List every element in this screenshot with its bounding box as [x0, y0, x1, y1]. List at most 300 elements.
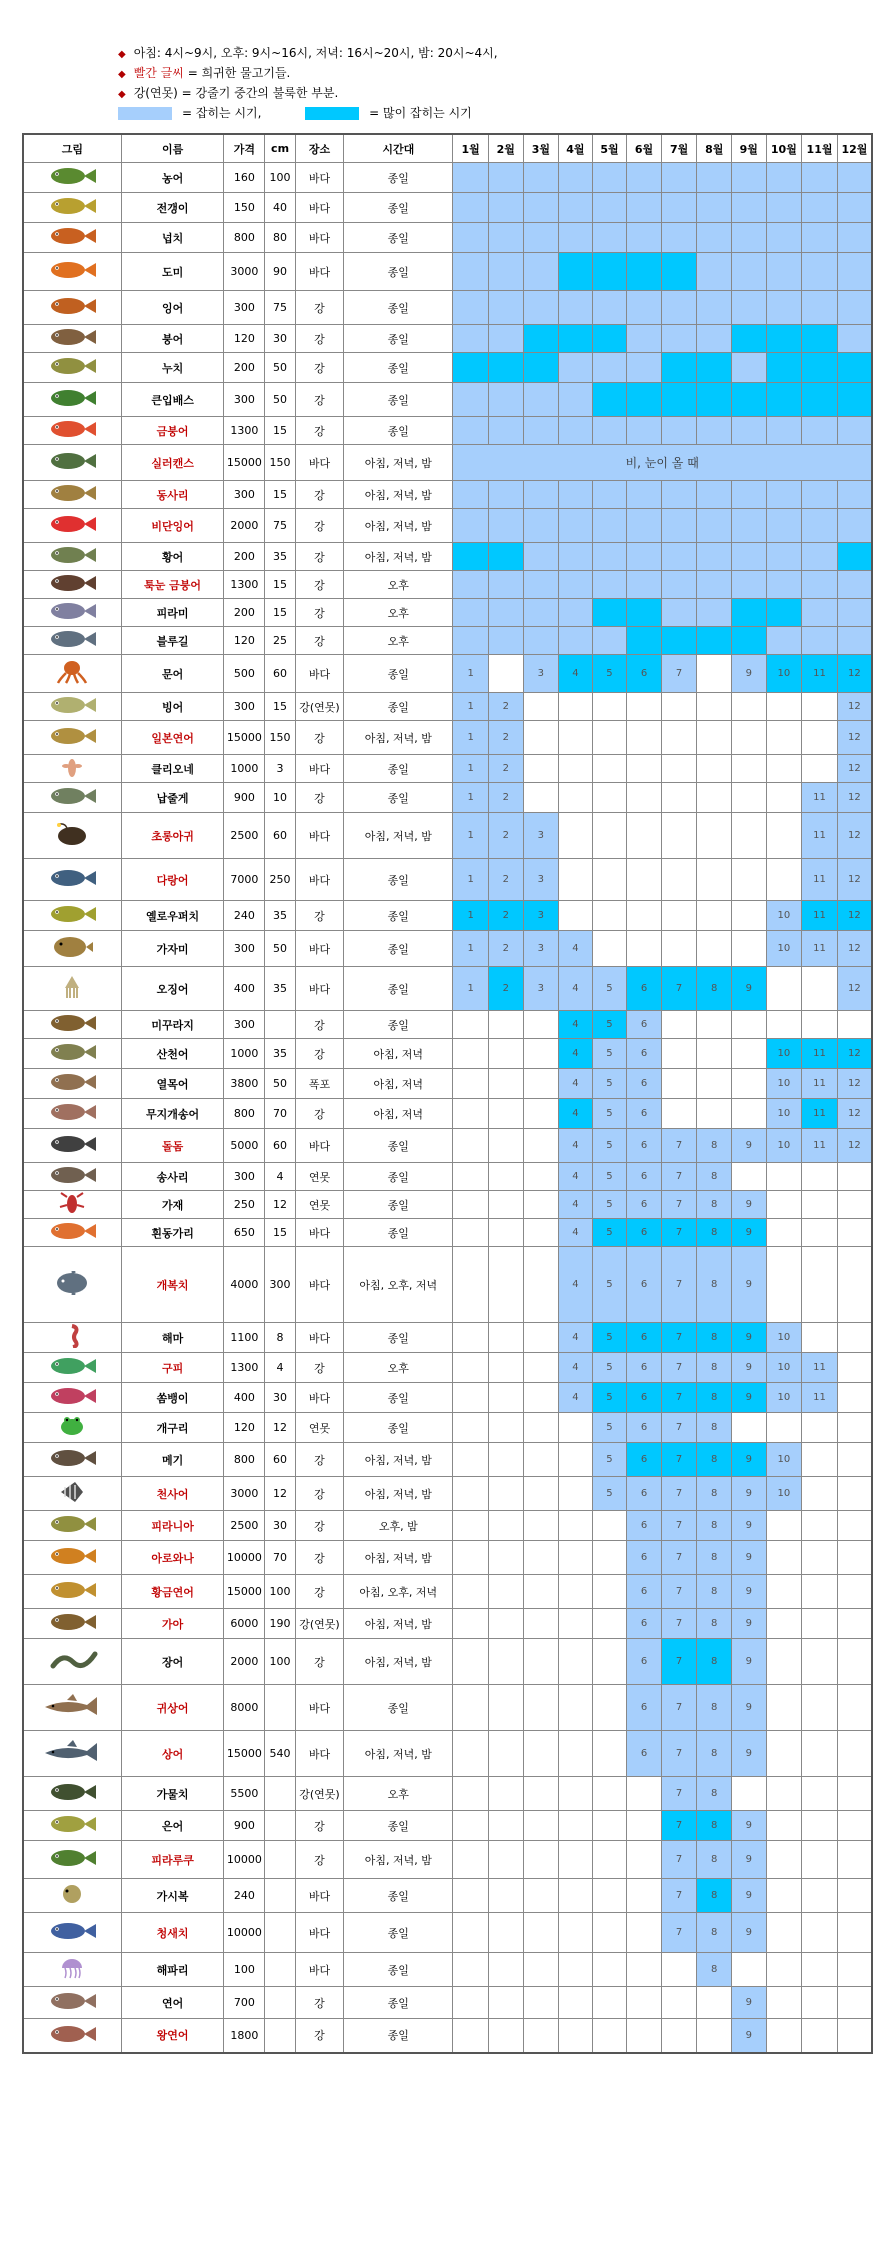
- month-cell: [592, 325, 627, 353]
- month-cell: [523, 1129, 559, 1163]
- month-cell: [592, 1841, 627, 1879]
- fish-price: 10000: [224, 1913, 265, 1953]
- fish-time: 아침, 저녁, 밤: [344, 1609, 453, 1639]
- month-cell: 10: [766, 1353, 802, 1383]
- month-cell: [453, 1353, 489, 1383]
- month-cell: [627, 417, 662, 445]
- fish-name: 미꾸라지: [121, 1011, 224, 1039]
- month-cell: [453, 571, 489, 599]
- fish-time: 종일: [344, 291, 453, 325]
- month-cell: [766, 223, 802, 253]
- header-month: 5월: [592, 134, 627, 163]
- fish-name: 흰동가리: [121, 1219, 224, 1247]
- fish-icon: [39, 693, 105, 720]
- month-cell: [837, 509, 872, 543]
- picture-cell: [23, 509, 121, 543]
- month-cell: [766, 1541, 802, 1575]
- fish-time: 종일: [344, 655, 453, 693]
- month-cell: [697, 859, 732, 901]
- month-cell: [559, 1413, 592, 1443]
- fish-size: 10: [265, 783, 295, 813]
- month-cell: [802, 693, 838, 721]
- month-cell: [837, 571, 872, 599]
- header-month: 4월: [559, 134, 592, 163]
- month-cell: [837, 1685, 872, 1731]
- fish-name: 블루길: [121, 627, 224, 655]
- month-cell: [766, 1879, 802, 1913]
- fish-size: 35: [265, 967, 295, 1011]
- month-cell: [488, 2019, 523, 2053]
- fish-time: 종일: [344, 1129, 453, 1163]
- month-cell: [837, 599, 872, 627]
- fish-name: 금붕어: [121, 417, 224, 445]
- month-cell: [453, 1191, 489, 1219]
- month-cell: [559, 1443, 592, 1477]
- picture-cell: [23, 417, 121, 445]
- month-cell: [697, 571, 732, 599]
- month-cell: [627, 901, 662, 931]
- month-cell: [661, 693, 697, 721]
- month-cell: [523, 1811, 559, 1841]
- month-cell: [732, 859, 767, 901]
- fish-place: 바다: [295, 1383, 344, 1413]
- month-cell: [697, 2019, 732, 2053]
- fish-size: 70: [265, 1099, 295, 1129]
- month-cell: [837, 291, 872, 325]
- fish-size: [265, 1913, 295, 1953]
- month-cell: 6: [627, 655, 662, 693]
- fish-time: 아침, 오후, 저녁: [344, 1247, 453, 1323]
- fish-icon: [39, 224, 105, 251]
- month-cell: [453, 1247, 489, 1323]
- month-cell: [627, 383, 662, 417]
- month-cell: [837, 1879, 872, 1913]
- month-cell: [488, 1163, 523, 1191]
- picture-cell: [23, 1685, 121, 1731]
- month-cell: [802, 481, 838, 509]
- month-cell: 8: [697, 1879, 732, 1913]
- picture-cell: [23, 931, 121, 967]
- month-cell: [661, 223, 697, 253]
- month-cell: [453, 1323, 489, 1353]
- fish-name: 농어: [121, 163, 224, 193]
- month-cell: 7: [661, 1477, 697, 1511]
- table-row: [23, 1811, 872, 1841]
- fish-name: 큰입배스: [121, 383, 224, 417]
- month-cell: [453, 1511, 489, 1541]
- month-cell: [488, 1731, 523, 1777]
- month-cell: 7: [661, 1383, 697, 1413]
- fish-size: 60: [265, 655, 295, 693]
- catch-many-label: = 많이 잡히는 시기: [369, 106, 472, 120]
- picture-cell: [23, 1443, 121, 1477]
- month-cell: 6: [627, 1383, 662, 1413]
- month-cell: [592, 2019, 627, 2053]
- fish-size: 190: [265, 1609, 295, 1639]
- month-cell: 11: [802, 813, 838, 859]
- octopus-icon: [39, 660, 105, 687]
- month-cell: 8: [697, 1731, 732, 1777]
- month-cell: [697, 901, 732, 931]
- month-cell: [661, 1953, 697, 1987]
- month-cell: 9: [732, 655, 767, 693]
- month-cell: [488, 1987, 523, 2019]
- month-cell: [661, 783, 697, 813]
- month-cell: [627, 223, 662, 253]
- month-cell: [627, 1777, 662, 1811]
- month-cell: 1: [453, 693, 489, 721]
- table-row: [23, 1575, 872, 1609]
- fish-place: 폭포: [295, 1069, 344, 1099]
- fish-time: 종일: [344, 193, 453, 223]
- table-row: [23, 1353, 872, 1383]
- month-cell: [661, 383, 697, 417]
- angelfish-icon: [39, 1480, 105, 1507]
- table-row: [23, 1953, 872, 1987]
- month-cell: [592, 1575, 627, 1609]
- header-month: 9월: [732, 134, 767, 163]
- picture-cell: [23, 1511, 121, 1541]
- month-cell: [766, 1219, 802, 1247]
- table-row: [23, 1879, 872, 1913]
- picture-cell: [23, 755, 121, 783]
- month-cell: [627, 353, 662, 383]
- month-cell: [802, 1639, 838, 1685]
- table-row: [23, 1841, 872, 1879]
- fish-name: 실러캔스: [121, 445, 224, 481]
- shark-icon: [39, 1740, 105, 1767]
- month-cell: [802, 253, 838, 291]
- fish-name: 왕연어: [121, 2019, 224, 2053]
- fish-place: 강: [295, 1443, 344, 1477]
- month-cell: 4: [559, 1353, 592, 1383]
- month-cell: 8: [697, 1777, 732, 1811]
- month-cell: 5: [592, 1477, 627, 1511]
- picture-cell: [23, 1811, 121, 1841]
- month-cell: [523, 1069, 559, 1099]
- month-cell: [559, 1731, 592, 1777]
- month-cell: [523, 1039, 559, 1069]
- month-cell: [802, 1011, 838, 1039]
- month-cell: 3: [523, 859, 559, 901]
- fish-place: 강: [295, 353, 344, 383]
- month-cell: [802, 163, 838, 193]
- month-cell: [627, 627, 662, 655]
- fish-name: 개복치: [121, 1247, 224, 1323]
- month-cell: 4: [559, 1129, 592, 1163]
- fish-name: 피라니아: [121, 1511, 224, 1541]
- month-cell: [453, 1011, 489, 1039]
- picture-cell: [23, 1099, 121, 1129]
- month-cell: [802, 1477, 838, 1511]
- fish-time: 오후: [344, 1353, 453, 1383]
- fish-place: 강: [295, 1987, 344, 2019]
- month-cell: 11: [802, 901, 838, 931]
- month-cell: [732, 543, 767, 571]
- month-cell: [802, 1219, 838, 1247]
- fish-table: [22, 133, 873, 2054]
- month-cell: [559, 1913, 592, 1953]
- month-cell: [523, 291, 559, 325]
- fish-size: 50: [265, 931, 295, 967]
- month-cell: [523, 1099, 559, 1129]
- month-cell: 2: [488, 721, 523, 755]
- month-cell: [837, 1731, 872, 1777]
- month-cell: [661, 1011, 697, 1039]
- fish-time: 종일: [344, 901, 453, 931]
- pufferfish-icon: [39, 1882, 105, 1909]
- month-cell: [523, 627, 559, 655]
- month-cell: [523, 1953, 559, 1987]
- month-cell: [802, 193, 838, 223]
- month-cell: [488, 1511, 523, 1541]
- month-cell: [837, 383, 872, 417]
- month-cell: [661, 571, 697, 599]
- month-cell: [766, 543, 802, 571]
- fish-time: 종일: [344, 931, 453, 967]
- month-cell: [697, 481, 732, 509]
- picture-cell: [23, 291, 121, 325]
- month-cell: 5: [592, 1039, 627, 1069]
- month-cell: [559, 2019, 592, 2053]
- month-cell: [627, 783, 662, 813]
- month-cell: [488, 353, 523, 383]
- month-cell: [488, 509, 523, 543]
- fish-price: 400: [224, 1383, 265, 1413]
- fish-price: 300: [224, 291, 265, 325]
- month-cell: [661, 1099, 697, 1129]
- month-cell: 9: [732, 2019, 767, 2053]
- month-cell: 7: [661, 1913, 697, 1953]
- fish-time: 종일: [344, 417, 453, 445]
- fish-place: 바다: [295, 1129, 344, 1163]
- fish-place: 강: [295, 2019, 344, 2053]
- table-row: [23, 253, 872, 291]
- fish-price: 2000: [224, 1639, 265, 1685]
- fish-icon: [39, 1446, 105, 1473]
- month-cell: [732, 931, 767, 967]
- month-cell: [802, 509, 838, 543]
- fish-size: [265, 1777, 295, 1811]
- table-row: [23, 1247, 872, 1323]
- month-cell: 11: [802, 655, 838, 693]
- month-cell: [592, 859, 627, 901]
- month-cell: 12: [837, 1039, 872, 1069]
- fish-name: 빙어: [121, 693, 224, 721]
- table-row: [23, 1069, 872, 1099]
- month-cell: 4: [559, 1191, 592, 1219]
- month-cell: [592, 901, 627, 931]
- fish-size: 60: [265, 1443, 295, 1477]
- month-cell: [627, 481, 662, 509]
- fish-place: 바다: [295, 1731, 344, 1777]
- picture-cell: [23, 859, 121, 901]
- month-cell: 8: [697, 967, 732, 1011]
- legend: [118, 44, 498, 124]
- month-cell: [627, 1811, 662, 1841]
- fish-time: 오후: [344, 571, 453, 599]
- month-cell: 7: [661, 1841, 697, 1879]
- header-month: 1월: [453, 134, 489, 163]
- month-cell: [453, 1129, 489, 1163]
- fish-time: 아침, 저녁, 밤: [344, 481, 453, 509]
- table-row: [23, 693, 872, 721]
- picture-cell: [23, 353, 121, 383]
- month-cell: [802, 755, 838, 783]
- month-cell: 6: [627, 1353, 662, 1383]
- fish-name: 누치: [121, 353, 224, 383]
- table-row: [23, 223, 872, 253]
- fish-place: 바다: [295, 967, 344, 1011]
- fish-size: 35: [265, 543, 295, 571]
- fish-icon: [39, 1132, 105, 1159]
- fish-time: 아침, 저녁: [344, 1039, 453, 1069]
- month-cell: [592, 383, 627, 417]
- picture-cell: [23, 1383, 121, 1413]
- month-cell: [627, 253, 662, 291]
- month-cell: [802, 383, 838, 417]
- picture-cell: [23, 1069, 121, 1099]
- month-cell: [592, 1913, 627, 1953]
- fish-place: 강: [295, 1811, 344, 1841]
- fish-time: 종일: [344, 1191, 453, 1219]
- fish-time: 종일: [344, 223, 453, 253]
- fish-place: 바다: [295, 223, 344, 253]
- month-cell: [488, 1099, 523, 1129]
- month-cell: [523, 325, 559, 353]
- month-cell: 8: [697, 1129, 732, 1163]
- month-cell: 8: [697, 1685, 732, 1731]
- fish-price: 7000: [224, 859, 265, 901]
- month-cell: [523, 1163, 559, 1191]
- fish-icon: [39, 449, 105, 476]
- fish-price: 1100: [224, 1323, 265, 1353]
- month-cell: 5: [592, 1129, 627, 1163]
- fish-size: 540: [265, 1731, 295, 1777]
- month-cell: 6: [627, 1477, 662, 1511]
- table-row: [23, 193, 872, 223]
- month-cell: [559, 693, 592, 721]
- fish-name: 툭눈 금붕어: [121, 571, 224, 599]
- fish-price: 650: [224, 1219, 265, 1247]
- month-cell: [523, 1511, 559, 1541]
- fish-place: 바다: [295, 655, 344, 693]
- month-cell: 7: [661, 1443, 697, 1477]
- month-cell: [837, 253, 872, 291]
- month-cell: 3: [523, 931, 559, 967]
- month-cell: 1: [453, 721, 489, 755]
- month-cell: 6: [627, 1609, 662, 1639]
- month-cell: [697, 1039, 732, 1069]
- month-cell: [592, 1511, 627, 1541]
- month-cell: [837, 1541, 872, 1575]
- fish-size: [265, 1841, 295, 1879]
- month-cell: [732, 693, 767, 721]
- fish-time: 아침, 저녁, 밤: [344, 1841, 453, 1879]
- month-cell: [559, 1953, 592, 1987]
- month-cell: [559, 223, 592, 253]
- fish-place: 강: [295, 627, 344, 655]
- picture-cell: [23, 1163, 121, 1191]
- fish-place: 강: [295, 1099, 344, 1129]
- picture-cell: [23, 1413, 121, 1443]
- fish-price: 15000: [224, 1731, 265, 1777]
- month-cell: [732, 901, 767, 931]
- month-cell: [488, 1129, 523, 1163]
- month-cell: 7: [661, 1731, 697, 1777]
- fish-time: 종일: [344, 325, 453, 353]
- picture-cell: [23, 1219, 121, 1247]
- fish-icon: [39, 1544, 105, 1571]
- fish-name: 돌돔: [121, 1129, 224, 1163]
- fish-size: 15: [265, 599, 295, 627]
- month-cell: [488, 1191, 523, 1219]
- fish-icon: [39, 866, 105, 893]
- month-cell: [523, 1575, 559, 1609]
- month-cell: [559, 1841, 592, 1879]
- fish-icon: [39, 481, 105, 508]
- month-cell: 5: [592, 1413, 627, 1443]
- fish-price: 240: [224, 1879, 265, 1913]
- month-cell: [732, 1413, 767, 1443]
- month-cell: [488, 1841, 523, 1879]
- month-cell: [592, 1685, 627, 1731]
- month-cell: [523, 721, 559, 755]
- fish-price: 3800: [224, 1069, 265, 1099]
- picture-cell: [23, 1841, 121, 1879]
- fish-price: 15000: [224, 1575, 265, 1609]
- month-cell: [661, 2019, 697, 2053]
- month-cell: [559, 901, 592, 931]
- table-row: [23, 1913, 872, 1953]
- table-row: [23, 655, 872, 693]
- month-cell: 4: [559, 1163, 592, 1191]
- month-cell: 8: [697, 1511, 732, 1541]
- fish-place: 강: [295, 1841, 344, 1879]
- month-cell: 9: [732, 1879, 767, 1913]
- month-cell: 4: [559, 1099, 592, 1129]
- month-cell: 8: [697, 1323, 732, 1353]
- fish-time: 아침, 저녁, 밤: [344, 543, 453, 571]
- month-cell: [766, 1731, 802, 1777]
- month-cell: [523, 417, 559, 445]
- month-cell: [697, 383, 732, 417]
- month-cell: 12: [837, 901, 872, 931]
- month-cell: 8: [697, 1913, 732, 1953]
- picture-cell: [23, 693, 121, 721]
- fish-place: 바다: [295, 1247, 344, 1323]
- month-cell: [697, 813, 732, 859]
- fish-time: 아침, 저녁: [344, 1069, 453, 1099]
- fish-price: 300: [224, 931, 265, 967]
- month-cell: 12: [837, 693, 872, 721]
- month-cell: [453, 1953, 489, 1987]
- month-cell: [661, 1987, 697, 2019]
- picture-cell: [23, 1777, 121, 1811]
- table-row: [23, 813, 872, 859]
- fish-place: 연못: [295, 1163, 344, 1191]
- fish-place: 바다: [295, 1953, 344, 1987]
- month-cell: [766, 1511, 802, 1541]
- month-cell: 8: [697, 1443, 732, 1477]
- month-cell: [592, 1953, 627, 1987]
- fish-time: 오후: [344, 1777, 453, 1811]
- month-cell: [697, 291, 732, 325]
- month-cell: [488, 193, 523, 223]
- fish-time: 아침, 저녁, 밤: [344, 813, 453, 859]
- month-cell: [837, 417, 872, 445]
- header-size: cm: [265, 134, 295, 163]
